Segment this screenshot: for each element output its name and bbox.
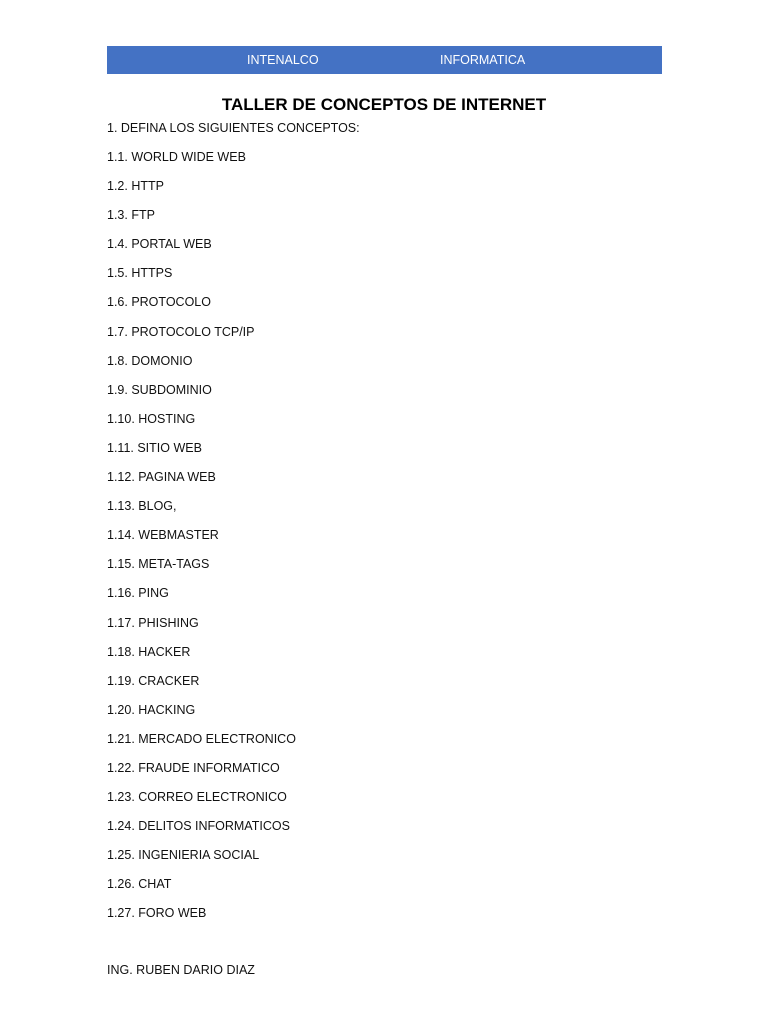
concept-item: 1.24. DELITOS INFORMATICOS bbox=[107, 819, 290, 834]
concept-item: 1.10. HOSTING bbox=[107, 411, 196, 426]
concept-item: 1.3. FTP bbox=[107, 208, 155, 223]
header-subject: INFORMATICA bbox=[440, 53, 526, 67]
concept-item: 1.6. PROTOCOLO bbox=[107, 295, 211, 310]
concept-item: 1.5. HTTPS bbox=[107, 266, 173, 281]
concept-item: 1.21. MERCADO ELECTRONICO bbox=[107, 731, 296, 746]
concept-item: 1.17. PHISHING bbox=[107, 615, 199, 630]
concept-item: 1.22. FRAUDE INFORMATICO bbox=[107, 760, 280, 775]
header-institution: INTENALCO bbox=[247, 53, 319, 67]
concept-item: 1.27. FORO WEB bbox=[107, 906, 207, 921]
document-title: TALLER DE CONCEPTOS DE INTERNET bbox=[221, 95, 547, 114]
concept-item: 1.8. DOMONIO bbox=[107, 353, 193, 368]
concept-item: 1.9. SUBDOMINIO bbox=[107, 382, 212, 397]
concept-item: 1.14. WEBMASTER bbox=[107, 528, 219, 543]
concept-item: 1.2. HTTP bbox=[107, 179, 164, 194]
concept-item: 1.4. PORTAL WEB bbox=[107, 237, 212, 252]
concept-item: 1.19. CRACKER bbox=[107, 673, 200, 688]
concept-item: 1.7. PROTOCOLO TCP/IP bbox=[107, 324, 255, 339]
concept-item: 1.20. HACKING bbox=[107, 702, 196, 717]
header-bar bbox=[107, 46, 662, 74]
concept-item: 1.18. HACKER bbox=[107, 644, 191, 659]
concept-item: 1.1. WORLD WIDE WEB bbox=[107, 150, 246, 164]
concept-item: 1.23. CORREO ELECTRONICO bbox=[107, 790, 287, 805]
concept-item: 1.15. META-TAGS bbox=[107, 557, 210, 572]
concept-list bbox=[107, 149, 296, 935]
concept-item: 1.13. BLOG, bbox=[107, 499, 177, 514]
author-signature: ING. RUBEN DARIO DIAZ bbox=[107, 963, 255, 977]
concept-item: 1.16. PING bbox=[107, 586, 169, 601]
concept-item: 1.26. CHAT bbox=[107, 877, 172, 892]
instruction-text: 1. DEFINA LOS SIGUIENTES CONCEPTOS: bbox=[107, 121, 360, 135]
concept-item: 1.12. PAGINA WEB bbox=[107, 470, 216, 485]
concept-item: 1.11. SITIO WEB bbox=[107, 440, 202, 455]
concept-item: 1.25. INGENIERIA SOCIAL bbox=[107, 848, 260, 863]
